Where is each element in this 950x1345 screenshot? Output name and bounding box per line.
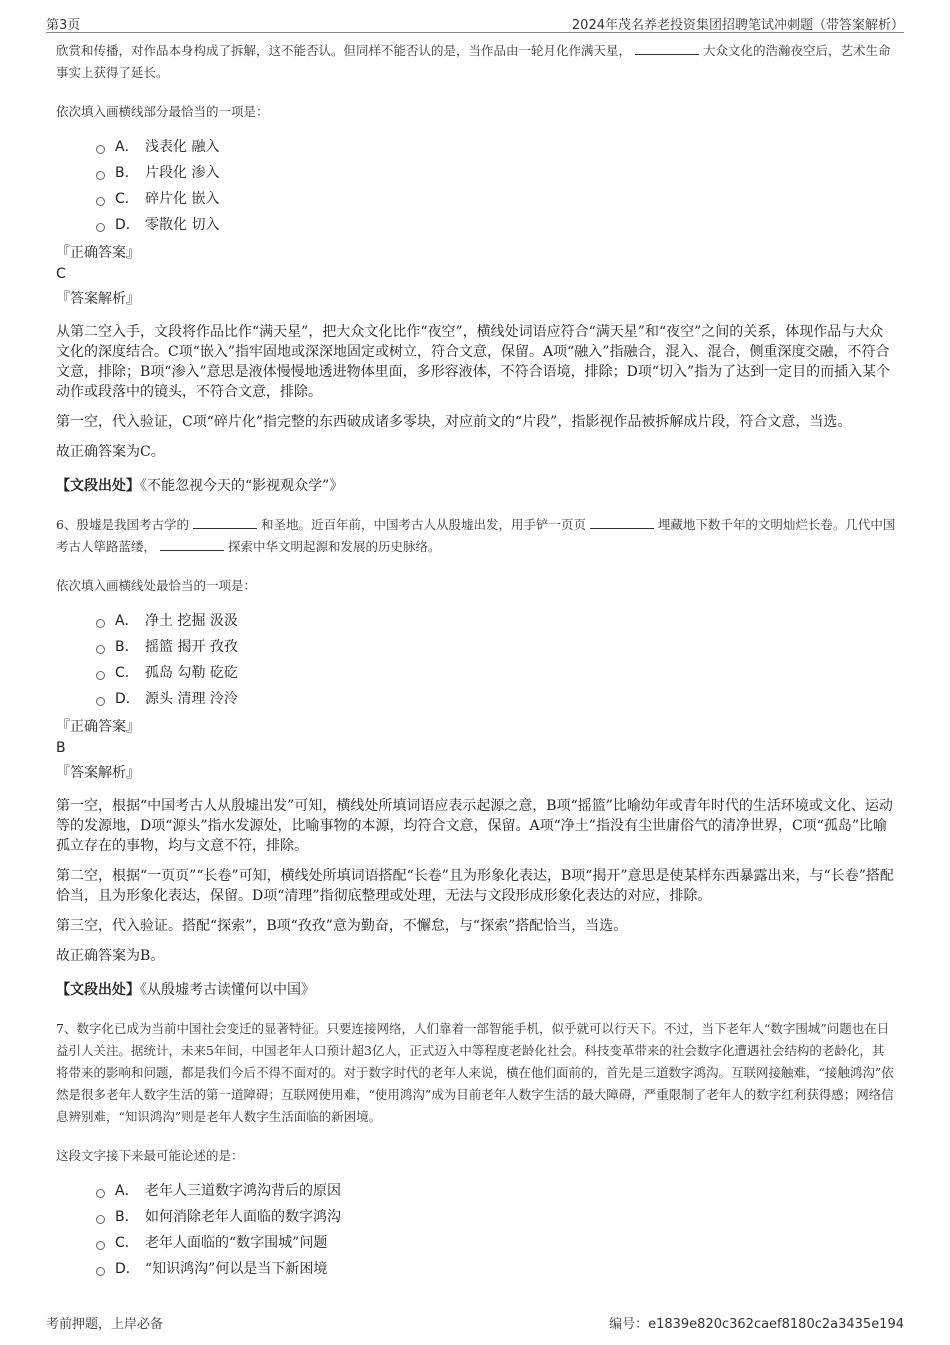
answer-label: 『正确答案』 [56, 719, 140, 735]
option-b[interactable]: B． 片段化 渗入 [96, 160, 896, 186]
question-5 [56, 40, 896, 496]
question-6 [56, 514, 896, 1000]
analysis-paragraph: 第三空，代入验证。搭配“探索”，B项“孜孜”意为勤奋，不懈怠，与“探索”搭配恰当，当选。 [56, 918, 628, 934]
radio-icon[interactable] [96, 697, 105, 706]
question-6-prompt: 依次填入画横线处最恰当的一项是： [56, 578, 257, 593]
option-b[interactable]: B． 如何消除老年人面临的数字鸿沟 [96, 1204, 896, 1230]
option-b[interactable]: B． 摇篮 揭开 孜孜 [96, 634, 896, 660]
radio-icon[interactable] [96, 645, 105, 654]
correct-answer: C [56, 266, 66, 282]
radio-icon[interactable] [96, 619, 105, 628]
question-6-options [96, 608, 896, 712]
radio-icon[interactable] [96, 171, 105, 180]
footer-slogan: 考前押题，上岸必备 [46, 1317, 164, 1332]
fill-blank [160, 538, 224, 551]
page-footer [46, 1313, 904, 1333]
analysis-paragraph: 故正确答案为B。 [56, 948, 165, 964]
correct-answer: B [56, 740, 66, 756]
option-d[interactable]: D． 零散化 切入 [96, 212, 896, 238]
fill-blank [590, 516, 654, 529]
main-content [56, 40, 896, 1282]
radio-icon[interactable] [96, 1267, 105, 1276]
radio-icon[interactable] [96, 1215, 105, 1224]
radio-icon[interactable] [96, 1189, 105, 1198]
option-a[interactable]: A． 浅表化 融入 [96, 134, 896, 160]
page-header [46, 12, 904, 33]
analysis-paragraph: 故正确答案为C。 [56, 444, 165, 460]
option-a[interactable]: A． 净土 挖掘 汲汲 [96, 608, 896, 634]
question-7 [56, 1018, 896, 1282]
source-citation: 【文段出处】《从殷墟考古读懂何以中国》 [56, 982, 315, 998]
fill-blank [635, 42, 699, 55]
question-7-options [96, 1178, 896, 1282]
question-7-stem: 7、数字化已成为当前中国社会变迁的显著特征。只要连接网络，人们靠着一部智能手机，似乎就可以行天下。不过，当下老年人“数字围城”问题也在日益引人关注。据统计，未来5年间，中国老年人口预计超3亿人，正式迈入中等程度老龄化社会。科技变革带来的社会数字化遭遇社会结构的老龄化，其将带来的影响和问题，都是我们今后不得不面对的。对于数字时代的老年人来说，横在他们面前的，首先是三道数字鸿沟。互联网接触难，“接触鸿沟”依然是很多老年人数字生活的第一道障碍；互联网使用难，“使用鸿沟”成为目前老年人数字生活的最大障碍，严重限制了老年人的数字红利获得感；网络信息辨别难，“知识鸿沟”则是老年人数字生活面临的新困境。 [56, 1021, 894, 1124]
question-5-stem: 欣赏和传播，对作品本身构成了拆解，这不能否认。但同样不能否认的是，当作品由一轮月化作满天星， 大众文化的浩瀚夜空后，艺术生命事实上获得了延长。 [56, 43, 891, 80]
analysis-label: 『答案解析』 [56, 765, 140, 781]
option-a[interactable]: A． 老年人三道数字鸿沟背后的原因 [96, 1178, 896, 1204]
question-5-options [96, 134, 896, 238]
radio-icon[interactable] [96, 1241, 105, 1250]
question-7-prompt: 这段文字接下来最可能论述的是： [56, 1148, 244, 1163]
analysis-paragraph: 第一空，代入验证，C项“碎片化”指完整的东西破成诸多零块，对应前文的“片段”，指影视作品被拆解成片段，符合文意，当选。 [56, 414, 852, 430]
option-d[interactable]: D． “知识鸿沟”何以是当下新困境 [96, 1256, 896, 1282]
source-citation: 【文段出处】《不能忽视今天的“影视观众学”》 [56, 478, 344, 494]
option-c[interactable]: C． 老年人面临的“数字围城”问题 [96, 1230, 896, 1256]
page-number: 第3页 [46, 18, 81, 33]
question-5-prompt: 依次填入画横线部分最恰当的一项是： [56, 104, 269, 119]
radio-icon[interactable] [96, 223, 105, 232]
radio-icon[interactable] [96, 197, 105, 206]
radio-icon[interactable] [96, 145, 105, 154]
radio-icon[interactable] [96, 671, 105, 680]
fill-blank [193, 516, 257, 529]
option-d[interactable]: D． 源头 清理 泠泠 [96, 686, 896, 712]
analysis-paragraph: 从第二空入手，文段将作品比作“满天星”，把大众文化比作“夜空”，横线处词语应符合“满天星”和“夜空”之间的关系，体现作品与大众文化的深度结合。C项“嵌入”指牢固地或深深地固定或树立，符合文意，保留。A项“融入”指融合，混入、混合，侧重深度交融，不符合文意，排除；B项“渗入”意思是液体慢慢地透进物体里面，多形容液体，不符合语境，排除；D项“切入”指为了达到一定目的而插入某个动作或段落中的镜头，不符合文意，排除。 [56, 324, 891, 400]
document-id: 编号：e1839e820c362caef8180c2a3435e194 [609, 1317, 904, 1332]
analysis-paragraph: 第一空，根据“中国考古人从殷墟出发”可知，横线处所填词语应表示起源之意，B项“摇篮”比喻幼年或青年时代的生活环境或文化、运动等的发源地，D项“源头”指水发源处，比喻事物的本源，均符合文意，保留。A项“净土”指没有尘世庸俗气的清净世界，C项“孤岛”比喻孤立存在的事物，均与文意不符，排除。 [56, 798, 893, 854]
analysis-label: 『答案解析』 [56, 291, 140, 307]
option-c[interactable]: C． 孤岛 勾勒 矻矻 [96, 660, 896, 686]
document-title: 2024年茂名养老投资集团招聘笔试冲刺题（带答案解析） [571, 18, 904, 33]
option-c[interactable]: C． 碎片化 嵌入 [96, 186, 896, 212]
analysis-paragraph: 第二空，根据“一页页”“长卷”可知，横线处所填词语搭配“长卷”且为形象化表达，B项“揭开”意思是使某样东西暴露出来，与“长卷”搭配恰当，且为形象化表达，保留。D项“清理”指彻底整理或处理，无法与文段形成形象化表达的对应，排除。 [56, 868, 894, 904]
question-6-stem: 6、殷墟是我国考古学的 和圣地。近百年前，中国考古人从殷墟出发，用手铲一页页 埋藏地下数千年的文明灿烂长卷。几代中国考古人筚路蓝缕， 探索中华文明起源和发展的历史脉络。 [56, 517, 896, 554]
answer-label: 『正确答案』 [56, 245, 140, 261]
